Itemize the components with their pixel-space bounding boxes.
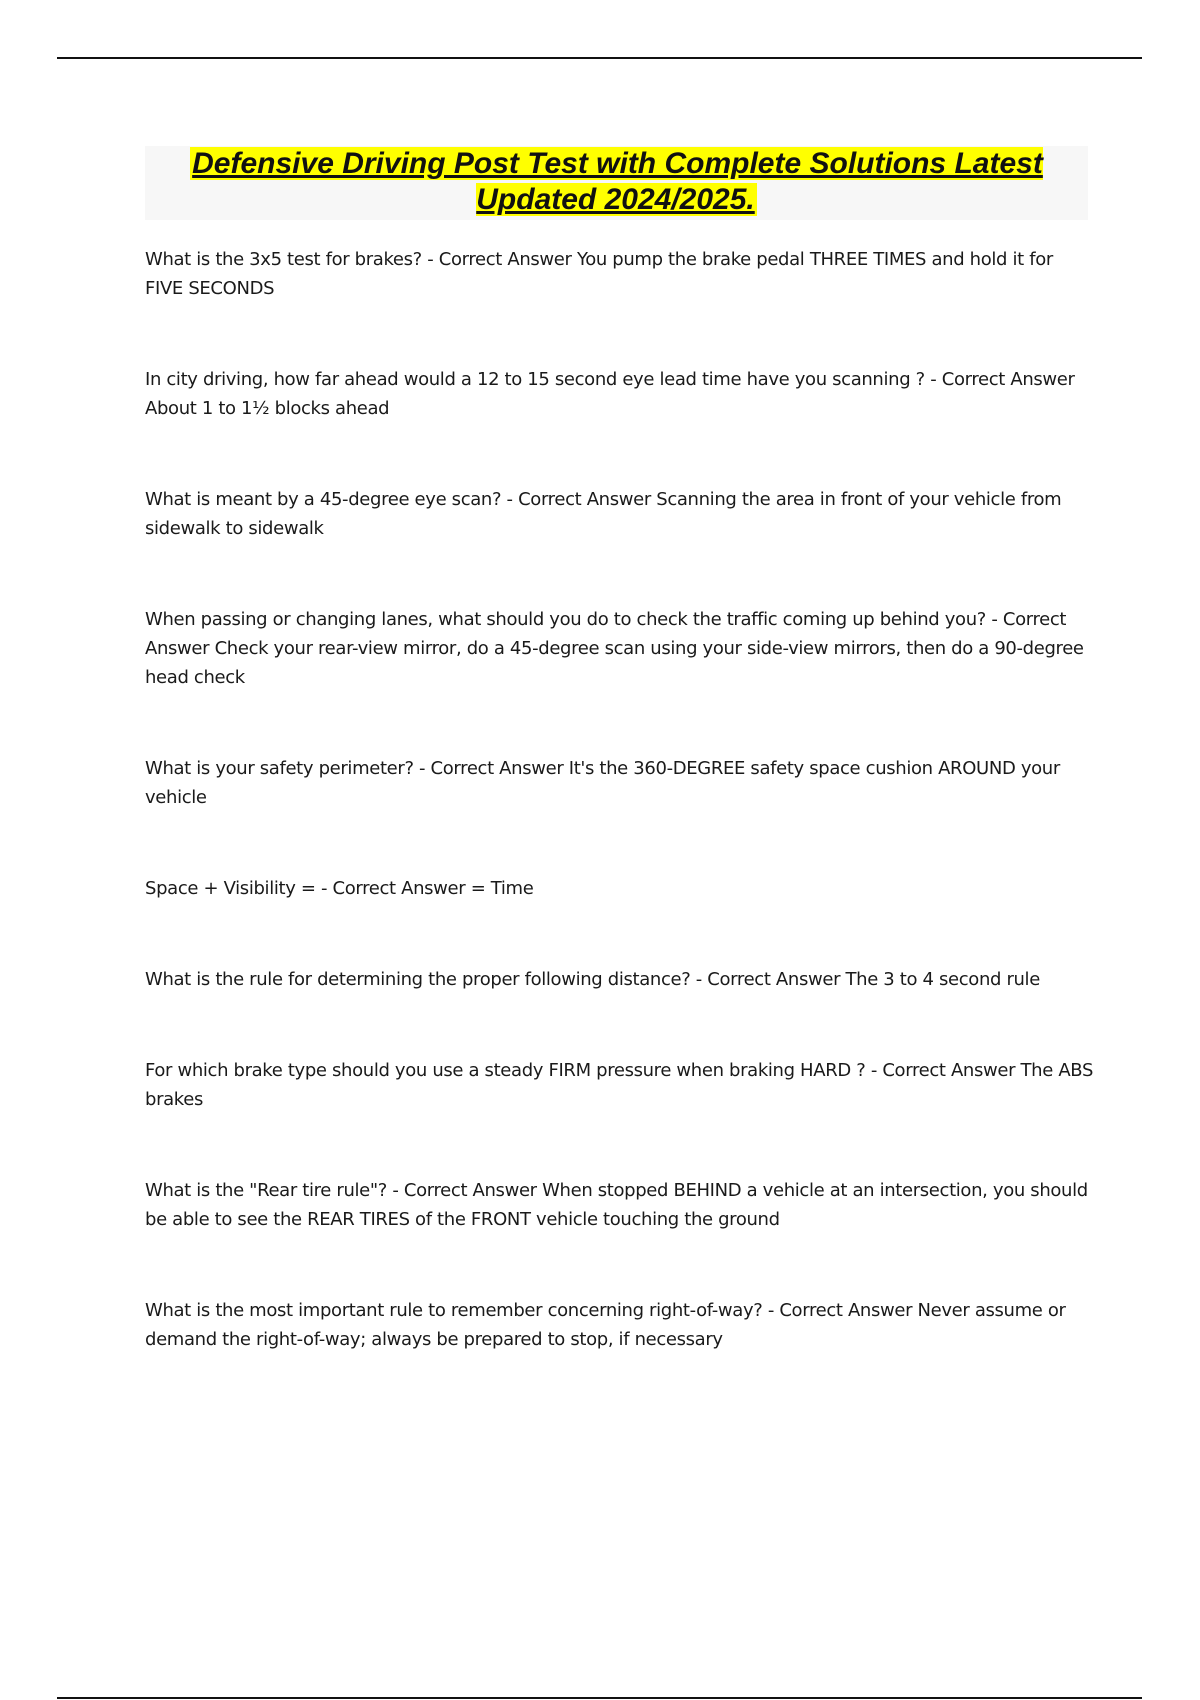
- bottom-rule: [57, 1697, 1142, 1699]
- qa-item: What is the rule for determining the proper following distance? - Correct Answer The 3 to 4 second rule: [145, 969, 1040, 990]
- qa-item: What is the "Rear tire rule"? - Correct Answer When stopped BEHIND a vehicle at an intersection, you should be able to see the REAR TIRES of the FRONT vehicle touching the ground: [145, 1180, 1088, 1230]
- qa-item: What is the 3x5 test for brakes? - Correct Answer You pump the brake pedal THREE TIMES and hold it for FIVE SECONDS: [145, 249, 1053, 299]
- qa-item: In city driving, how far ahead would a 12 to 15 second eye lead time have you scanning ? - Correct Answer About 1 to 1½ blocks ahead: [145, 369, 1075, 419]
- title-block: [145, 146, 1088, 220]
- document-title: Defensive Driving Post Test with Complete Solutions Latest Updated 2024/2025.: [192, 147, 1043, 216]
- qa-list: [145, 245, 1095, 1416]
- qa-item: Space + Visibility = - Correct Answer = Time: [145, 878, 534, 899]
- qa-item: For which brake type should you use a steady FIRM pressure when braking HARD ? - Correct Answer The ABS brakes: [145, 1060, 1094, 1110]
- qa-item: What is your safety perimeter? - Correct Answer It's the 360-DEGREE safety space cushion AROUND your vehicle: [145, 758, 1060, 808]
- qa-item: What is meant by a 45-degree eye scan? - Correct Answer Scanning the area in front of your vehicle from sidewalk to sidewalk: [145, 489, 1062, 539]
- qa-item: When passing or changing lanes, what should you do to check the traffic coming up behind you? - Correct Answer Check your rear-view mirror, do a 45-degree scan using your side-view mirrors, then do a 90-degree head check: [145, 609, 1084, 688]
- top-rule: [57, 57, 1142, 59]
- qa-item: What is the most important rule to remember concerning right-of-way? - Correct Answer Never assume or demand the right-of-way; always be prepared to stop, if necessary: [145, 1300, 1066, 1350]
